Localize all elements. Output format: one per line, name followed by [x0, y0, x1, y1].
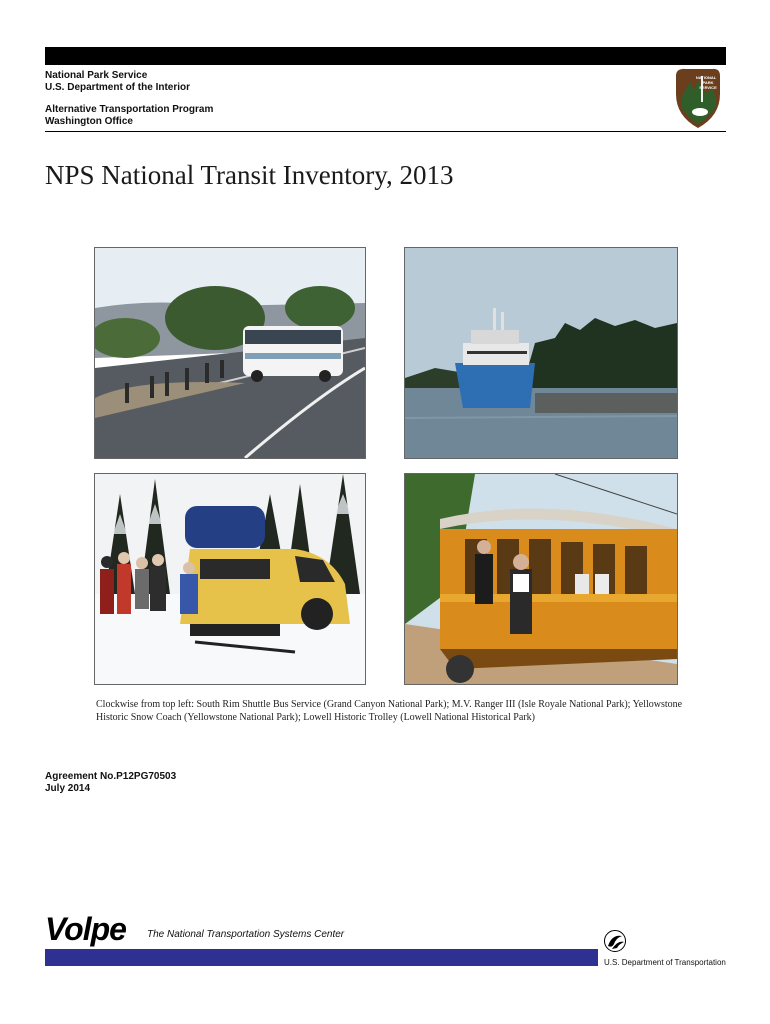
volpe-logo: Volpe: [45, 911, 126, 947]
logo-text-service: SERVICE: [699, 85, 717, 90]
photo-shuttle-bus: [94, 247, 366, 459]
agency-block: [45, 70, 213, 128]
agency-name: National Park Service: [45, 70, 148, 81]
program-name: Alternative Transportation Program: [45, 104, 214, 115]
footer-blue-bar: [45, 949, 598, 966]
agreement-date: July 2014: [45, 783, 91, 794]
agreement-number: Agreement No.P12PG70503: [45, 771, 177, 782]
agreement-block: [45, 771, 176, 795]
document-title: NPS National Transit Inventory, 2013: [45, 160, 454, 190]
logo-text-national: NATIONAL: [695, 75, 717, 80]
office-name: Washington Office: [45, 116, 133, 127]
dot-label: U.S. Department of Transportation: [604, 958, 726, 967]
header-black-bar: [45, 47, 726, 65]
photo-caption: Clockwise from top left: South Rim Shuttle Bus Service (Grand Canyon National Park); M.V. Ranger III (Isle Royale National Park); Yellowstone Historic Snow Coach (Yellowstone National Park); Lowell Historic Trolley (Lowell National Historical Park): [96, 699, 683, 723]
dot-emblem-icon: [604, 930, 626, 952]
header-rule: [45, 131, 726, 132]
photo-historic-trolley: [404, 473, 678, 685]
photo-snow-coach: [94, 473, 366, 685]
volpe-tagline: The National Transportation Systems Center: [147, 929, 345, 940]
nps-arrowhead-logo: [672, 66, 724, 130]
department-name: U.S. Department of the Interior: [45, 82, 191, 93]
logo-text-park: PARK: [702, 80, 714, 85]
photo-ferry-ship: [404, 247, 678, 459]
